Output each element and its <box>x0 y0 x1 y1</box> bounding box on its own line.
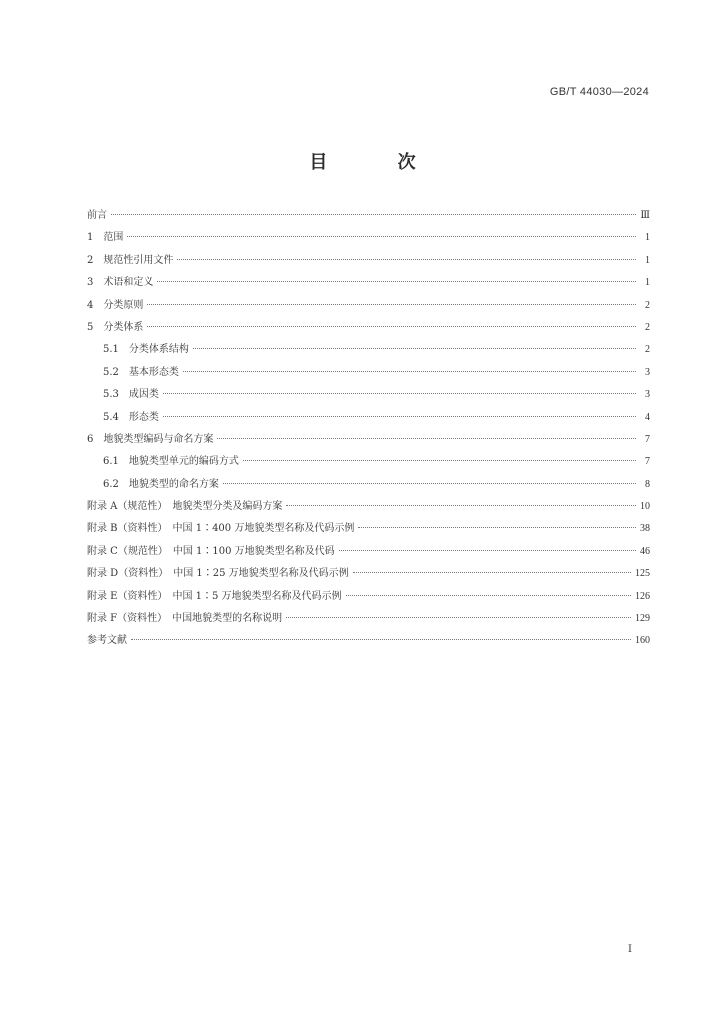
toc-entry-number: 6.2 <box>103 478 119 490</box>
toc-entry-page: 1 <box>645 254 650 266</box>
toc-leader <box>163 416 636 417</box>
toc-entry-label: 分类体系结构 <box>128 344 189 356</box>
toc-entry-number: 6 <box>87 433 94 445</box>
toc-entry-number: 5 <box>87 321 94 333</box>
toc-entry-page: 1 <box>645 277 650 289</box>
toc-entry-page: 125 <box>635 568 650 580</box>
toc-entry-page: 126 <box>635 590 650 602</box>
toc-leader <box>223 483 636 484</box>
toc-entry-appendix-f[interactable] <box>87 609 650 631</box>
toc-leader <box>131 639 631 640</box>
toc-entry-appendix-a[interactable] <box>87 497 650 519</box>
toc-entry-label: 地貌类型单元的编码方式 <box>128 456 239 468</box>
toc-entry-label: 附录 F（资料性） 中国地貌类型的名称说明 <box>87 613 283 625</box>
toc-entry-number: 2 <box>87 254 94 266</box>
toc-leader <box>286 617 631 618</box>
toc-leader <box>111 214 636 215</box>
toc-leader <box>358 527 636 528</box>
toc-entry-label: 规范性引用文件 <box>103 254 174 266</box>
toc-entry-6-1[interactable] <box>87 452 650 474</box>
toc-leader <box>183 371 636 372</box>
toc-entry-number: 5.4 <box>103 411 119 423</box>
toc-entry-1[interactable] <box>87 228 650 250</box>
toc-entry-2[interactable] <box>87 251 650 273</box>
toc-entry-label: 地貌类型编码与命名方案 <box>103 433 214 445</box>
toc-entry-references[interactable] <box>87 631 650 653</box>
toc-entry-page: 46 <box>640 545 650 557</box>
toc-entry-page: 2 <box>645 299 650 311</box>
toc-entry-label: 基本形态类 <box>128 366 179 378</box>
toc-entry-page: 38 <box>640 523 650 535</box>
toc-entry-appendix-d[interactable] <box>87 564 650 586</box>
toc-entry-4[interactable] <box>87 296 650 318</box>
toc-entry-label: 分类原则 <box>103 299 144 311</box>
toc-entry-page: 3 <box>645 389 650 401</box>
toc-leader <box>346 595 631 596</box>
toc-leader <box>217 438 636 439</box>
toc-entry-label: 附录 E（资料性） 中国 1∶5 万地貌类型名称及代码示例 <box>87 590 342 602</box>
toc-entry-label: 术语和定义 <box>103 277 154 289</box>
toc-entry-number: 5.3 <box>103 389 119 401</box>
toc-leader <box>286 505 636 506</box>
page-title: 目 次 <box>309 152 448 173</box>
toc-entry-6[interactable] <box>87 430 650 452</box>
toc-entry-page: 8 <box>645 478 650 490</box>
toc-entry-3[interactable] <box>87 273 650 295</box>
toc-leader <box>147 304 636 305</box>
toc-entry-number: 5.1 <box>103 344 119 356</box>
toc-entry-number: 5.2 <box>103 366 119 378</box>
toc-leader <box>127 236 636 237</box>
toc-entry-page: 2 <box>645 321 650 333</box>
toc-entry-5[interactable] <box>87 318 650 340</box>
toc-entry-appendix-c[interactable] <box>87 542 650 564</box>
toc-entry-6-2[interactable] <box>87 475 650 497</box>
toc-entry-page: 129 <box>635 613 650 625</box>
toc-entry-page: 7 <box>645 456 650 468</box>
toc-entry-page: 2 <box>645 344 650 356</box>
toc-entry-label: 附录 B（资料性） 中国 1∶400 万地貌类型名称及代码示例 <box>87 523 355 535</box>
toc-leader <box>157 281 636 282</box>
toc-entry-number: 1 <box>87 232 94 244</box>
toc-entry-page: 160 <box>635 635 650 647</box>
toc-entry-label: 参考文献 <box>87 635 127 647</box>
table-of-contents <box>87 206 650 654</box>
toc-entry-label: 成因类 <box>128 389 159 401</box>
toc-entry-number: 6.1 <box>103 456 119 468</box>
toc-entry-label: 附录 C（规范性） 中国 1∶100 万地貌类型名称及代码 <box>87 545 335 557</box>
toc-leader <box>353 572 631 573</box>
toc-entry-page: Ⅲ <box>640 210 650 221</box>
toc-entry-page: 1 <box>645 232 650 244</box>
toc-entry-label: 地貌类型的命名方案 <box>128 478 219 490</box>
toc-entry-appendix-e[interactable] <box>87 587 650 609</box>
toc-entry-label: 范围 <box>103 232 124 244</box>
toc-entry-5-1[interactable] <box>87 340 650 362</box>
toc-leader <box>243 460 636 461</box>
toc-leader <box>177 259 636 260</box>
toc-entry-5-2[interactable] <box>87 363 650 385</box>
toc-entry-label: 前言 <box>87 210 107 221</box>
toc-leader <box>193 348 636 349</box>
toc-entry-number: 3 <box>87 277 94 289</box>
toc-entry-page: 7 <box>645 433 650 445</box>
toc-leader <box>147 326 636 327</box>
toc-entry-label: 分类体系 <box>103 321 144 333</box>
page-number: I <box>628 944 632 955</box>
toc-entry-label: 附录 D（资料性） 中国 1∶25 万地貌类型名称及代码示例 <box>87 568 349 580</box>
toc-entry-label: 形态类 <box>128 411 159 423</box>
toc-entry-5-3[interactable] <box>87 385 650 407</box>
toc-entry-page: 4 <box>645 411 650 423</box>
toc-entry-5-4[interactable] <box>87 408 650 430</box>
toc-entry-page: 10 <box>640 501 650 513</box>
toc-entry-label: 附录 A（规范性） 地貌类型分类及编码方案 <box>87 501 283 513</box>
toc-entry-number: 4 <box>87 299 94 311</box>
toc-entry-page: 3 <box>645 366 650 378</box>
toc-entry-appendix-b[interactable] <box>87 519 650 541</box>
toc-entry-foreword[interactable] <box>87 206 650 228</box>
standard-code: GB/T 44030—2024 <box>549 86 649 98</box>
toc-leader <box>163 393 636 394</box>
toc-leader <box>339 550 636 551</box>
